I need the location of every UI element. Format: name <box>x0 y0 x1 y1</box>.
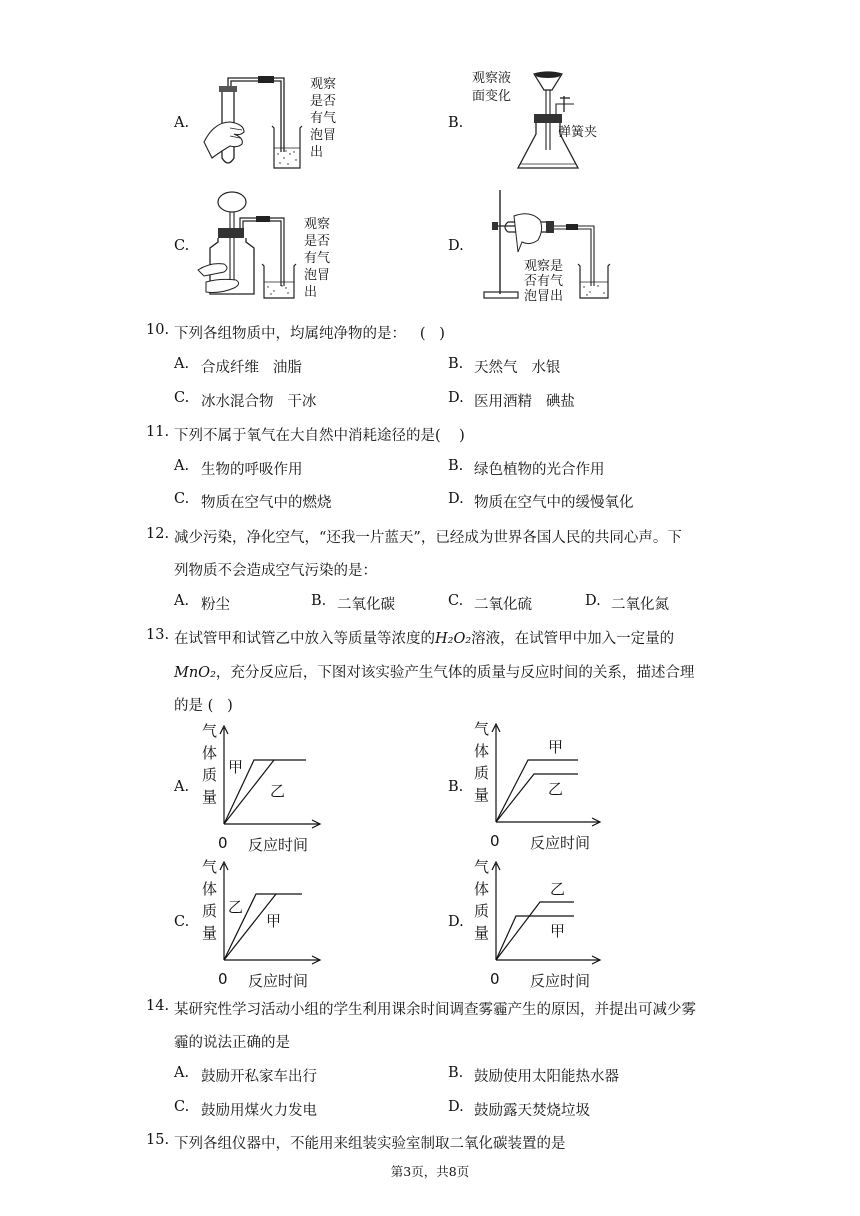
q9-a-caption-5: 出 <box>310 145 324 160</box>
graph-a-series-yi: 乙 <box>270 782 286 800</box>
q10-option-b-label: B. <box>448 356 464 372</box>
graph-a-origin: 0 <box>218 834 228 852</box>
graph-d-ylabel-1: 气 <box>474 858 490 876</box>
graph-a-ylabel-4: 量 <box>202 788 218 806</box>
graph-c-xlabel: 反应时间 <box>248 972 309 990</box>
q12-option-a-label: A. <box>174 593 190 609</box>
q14-number: 14. <box>146 998 170 1014</box>
q9-figure-b <box>472 68 622 176</box>
q10-option-c-label: C. <box>174 390 190 406</box>
graph-c-series-jia: 甲 <box>266 912 282 930</box>
q13-line1 <box>174 627 674 648</box>
q14-option-b-text: 鼓励使用太阳能热水器 <box>474 1069 619 1085</box>
q13-formula-mno2: MnO₂ <box>174 665 216 681</box>
q13-line1-b: 溶液，在试管甲中加入一定量的 <box>471 631 675 647</box>
graph-b-ylabel-1: 气 <box>474 720 490 738</box>
q13-number: 13. <box>146 627 170 643</box>
q13-graph-c <box>196 856 326 992</box>
q13-graph-a-label: A. <box>174 779 190 795</box>
q9-option-c-label: C. <box>174 238 190 254</box>
q12-option-d-text: 二氧化氮 <box>611 597 669 613</box>
q12-option-a-text: 粉尘 <box>201 597 230 613</box>
q11-option-a-text: 生物的呼吸作用 <box>201 462 303 478</box>
q9-c-caption-4: 泡冒 <box>304 268 331 283</box>
graph-d-series-jia: 甲 <box>550 922 566 940</box>
graph-b-origin: 0 <box>490 832 500 850</box>
graph-b-xlabel: 反应时间 <box>530 834 591 852</box>
q12-option-c-label: C. <box>448 593 464 609</box>
q14-option-d-text: 鼓励露天焚烧垃圾 <box>474 1103 590 1119</box>
q15-number: 15. <box>146 1132 170 1148</box>
q14-option-c-text: 鼓励用煤火力发电 <box>201 1103 317 1119</box>
q9-a-caption-4: 泡冒 <box>310 128 337 143</box>
q13-line1-a: 在试管甲和试管乙中放入等质量等浓度的 <box>174 631 435 647</box>
q13-graph-b-label: B. <box>448 779 464 795</box>
q9-a-caption-3: 有气 <box>310 111 337 126</box>
q12-option-c-text: 二氧化硫 <box>474 597 532 613</box>
q11-option-b-text: 绿色植物的光合作用 <box>474 462 605 478</box>
q11-option-d-label: D. <box>448 491 464 507</box>
q10-option-a-text: 合成纤维 油脂 <box>201 360 302 376</box>
graph-d-ylabel-3: 质 <box>474 902 490 920</box>
q14-stem-line1: 某研究性学习活动小组的学生利用课余时间调查雾霾产生的原因，并提出可减少雾 <box>174 1002 696 1018</box>
q9-figure-d <box>474 186 624 306</box>
q12-option-b-text: 二氧化碳 <box>337 597 395 613</box>
graph-d-xlabel: 反应时间 <box>530 972 591 990</box>
graph-c-series-yi: 乙 <box>228 898 244 916</box>
q9-b-caption-side: 弹簧夹 <box>558 125 598 140</box>
q11-number: 11. <box>146 424 170 440</box>
graph-c-ylabel-1: 气 <box>202 858 218 876</box>
q14-option-b-label: B. <box>448 1065 464 1081</box>
q13-graph-a <box>196 720 326 856</box>
graph-b-ylabel-4: 量 <box>474 786 490 804</box>
q10-option-b-text: 天然气 水银 <box>474 360 561 376</box>
q12-stem-line1: 减少污染，净化空气，“还我一片蓝天”，已经成为世界各国人民的共同心声。下 <box>174 530 682 546</box>
q9-option-a-label: A. <box>174 115 190 131</box>
graph-a-ylabel-1: 气 <box>202 722 218 740</box>
graph-c-ylabel-3: 质 <box>202 902 218 920</box>
q9-d-caption-2: 否有气 <box>524 274 564 289</box>
graph-d-ylabel-4: 量 <box>474 924 490 942</box>
graph-b-ylabel-3: 质 <box>474 764 490 782</box>
q11-option-b-label: B. <box>448 458 464 474</box>
graph-a-series-jia: 甲 <box>228 758 244 776</box>
q13-graph-d <box>468 856 608 992</box>
q10-stem: 下列各组物质中，均属纯净物的是： ( ) <box>174 326 445 342</box>
q10-option-a-label: A. <box>174 356 190 372</box>
graph-c-ylabel-2: 体 <box>202 880 218 898</box>
q9-figure-c <box>196 190 356 306</box>
q13-formula-h2o2: H₂O₂ <box>435 631 472 647</box>
graph-a-ylabel-3: 质 <box>202 766 218 784</box>
q14-option-d-label: D. <box>448 1099 464 1115</box>
q9-d-caption-1: 观察是 <box>524 259 564 274</box>
graph-d-series-yi: 乙 <box>550 880 566 898</box>
q11-option-c-text: 物质在空气中的燃烧 <box>201 495 332 511</box>
q14-option-c-label: C. <box>174 1099 190 1115</box>
graph-a-xlabel: 反应时间 <box>248 836 309 854</box>
q9-option-d-label: D. <box>448 238 464 254</box>
q10-number: 10. <box>146 322 170 338</box>
q15-stem: 下列各组仪器中，不能用来组装实验室制取二氧化碳装置的是 <box>174 1136 566 1152</box>
q9-b-caption-top-1: 观察液 <box>472 71 512 86</box>
q9-a-caption-2: 是否 <box>310 94 337 109</box>
graph-d-ylabel-2: 体 <box>474 880 490 898</box>
q9-b-caption-top-2: 面变化 <box>472 89 512 104</box>
q10-option-d-text: 医用酒精 碘盐 <box>474 394 575 410</box>
q11-option-d-text: 物质在空气中的缓慢氧化 <box>474 495 634 511</box>
q9-d-caption-3: 泡冒出 <box>524 289 564 304</box>
q9-figure-a <box>200 72 360 176</box>
graph-d-origin: 0 <box>490 970 500 988</box>
q13-line2 <box>174 661 694 682</box>
q13-line2-b: ，充分反应后，下图对该实验产生气体的质量与反应时间的关系，描述合理 <box>215 665 695 681</box>
q12-option-b-label: B. <box>311 593 327 609</box>
graph-b-series-jia: 甲 <box>548 738 564 756</box>
q11-option-a-label: A. <box>174 458 190 474</box>
q14-option-a-label: A. <box>174 1065 190 1081</box>
q14-option-a-text: 鼓励开私家车出行 <box>201 1069 317 1085</box>
graph-a-ylabel-2: 体 <box>202 744 218 762</box>
q9-a-caption-1: 观察 <box>310 77 337 92</box>
q11-option-c-label: C. <box>174 491 190 507</box>
page-footer: 第3页，共8页 <box>390 1164 470 1179</box>
graph-c-origin: 0 <box>218 970 228 988</box>
q10-option-c-text: 冰水混合物 干冰 <box>201 394 317 410</box>
q12-stem-line2: 列物质不会造成空气污染的是： <box>174 563 377 579</box>
graph-b-ylabel-2: 体 <box>474 742 490 760</box>
q12-option-d-label: D. <box>585 593 601 609</box>
q9-c-caption-2: 是否 <box>304 234 331 249</box>
q13-graph-d-label: D. <box>448 914 464 930</box>
q9-option-b-label: B. <box>448 115 464 131</box>
q14-stem-line2: 霾的说法正确的是 <box>174 1035 290 1051</box>
q13-graph-c-label: C. <box>174 914 190 930</box>
q9-c-caption-3: 有气 <box>304 251 331 266</box>
q13-graph-b <box>468 718 608 854</box>
graph-b-series-yi: 乙 <box>548 780 564 798</box>
q9-c-caption-1: 观察 <box>304 217 331 232</box>
q9-c-caption-5: 出 <box>304 285 318 300</box>
q12-number: 12. <box>146 526 170 542</box>
graph-c-ylabel-4: 量 <box>202 924 218 942</box>
q13-line3: 的是 ( ) <box>174 698 233 714</box>
q10-option-d-label: D. <box>448 390 464 406</box>
q11-stem: 下列不属于氧气在大自然中消耗途径的是( ) <box>174 428 465 444</box>
